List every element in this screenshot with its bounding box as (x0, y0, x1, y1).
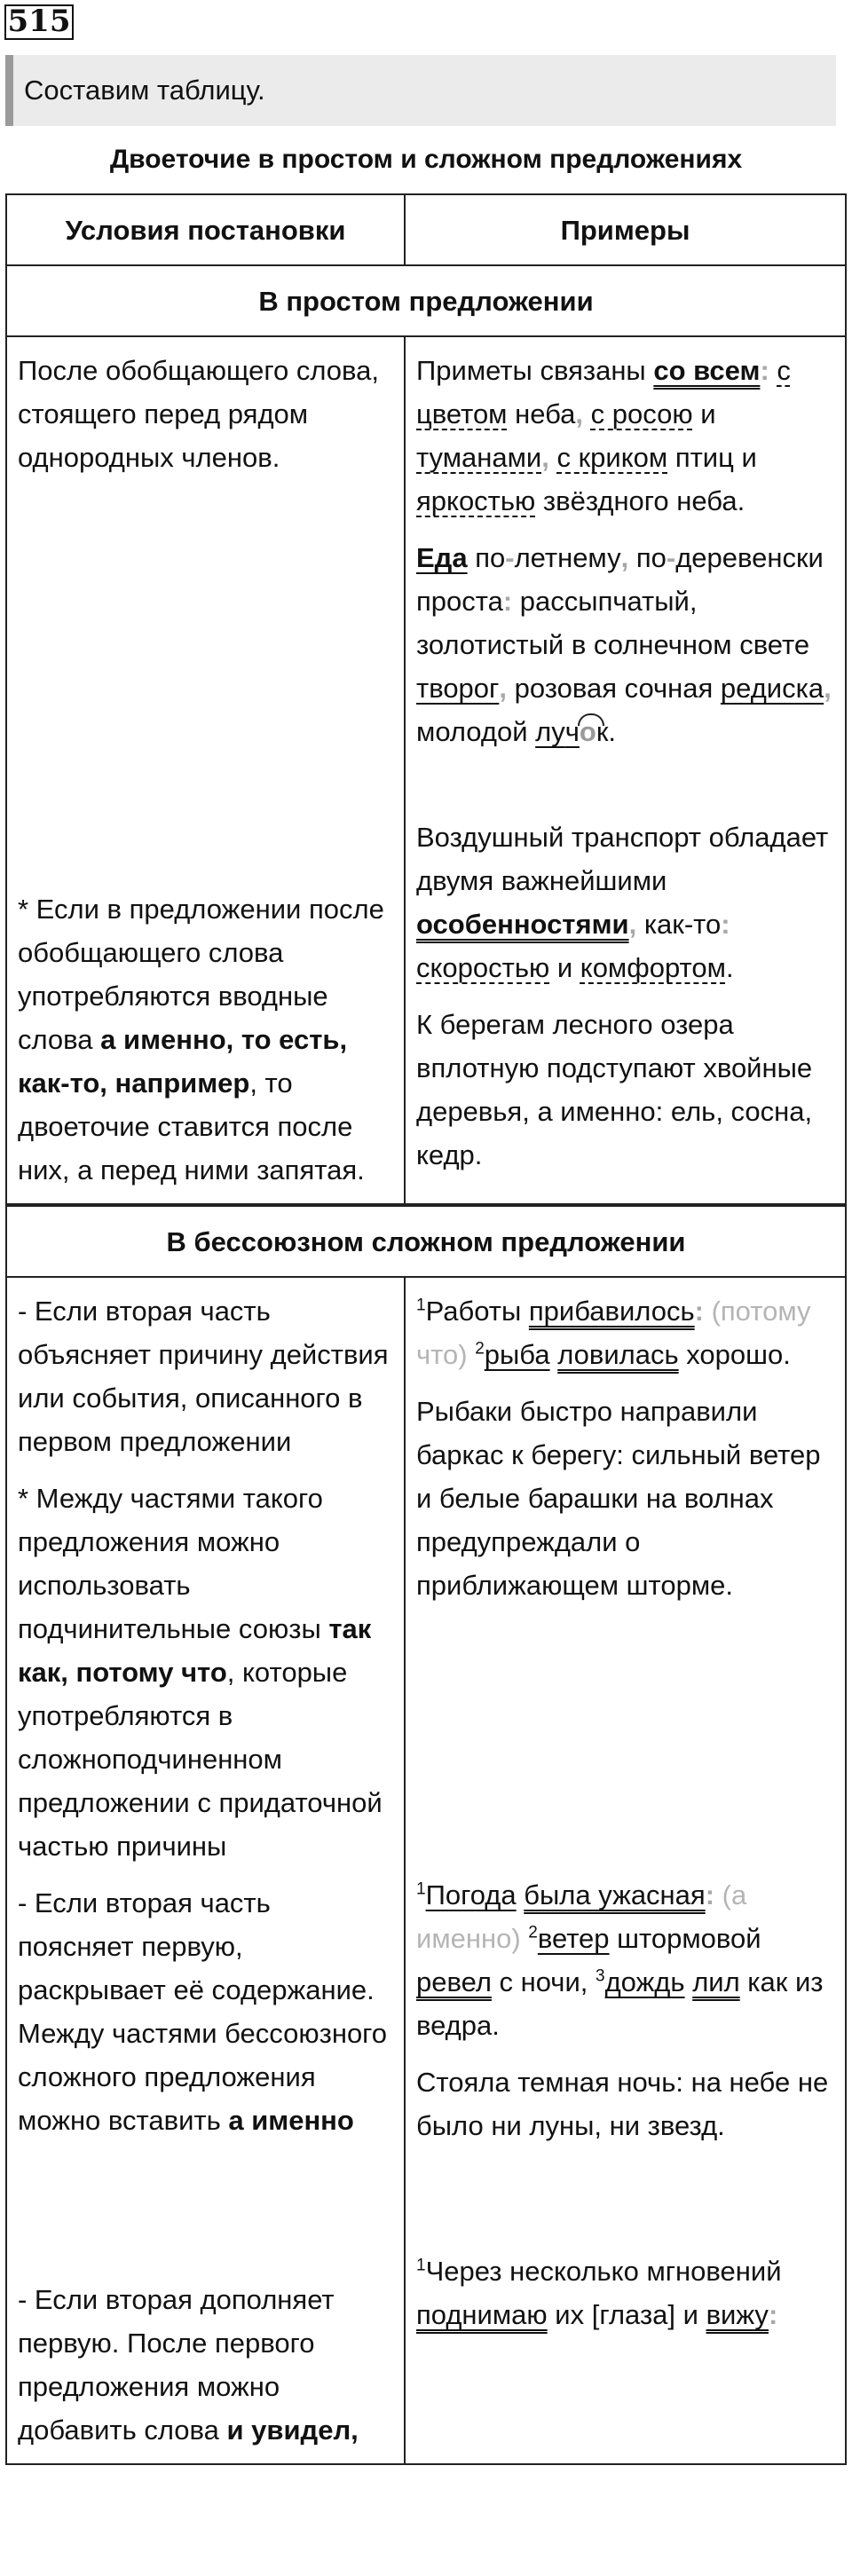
table-row (6, 336, 846, 1205)
example-text: Воздушный транспорт обладает двумя важнейшими особенностями, как-то: скоростью и комфортом. (416, 822, 829, 983)
word-morpheme-root: о (580, 710, 596, 753)
example-text: Стояла темная ночь: на небе не было ни луны, ни звезд. (416, 2067, 829, 2141)
condition-cell (6, 1277, 405, 2464)
example-text: $^1$Работы прибавилось: (потому что) $^2$рыба ловилась хорошо. (416, 1296, 811, 1370)
table-title: Двоеточие в простом и сложном предложениях (109, 145, 743, 174)
table-row (6, 1277, 846, 2464)
condition-text: - Если вторая часть поясняет первую, раскрывает её содержание. Между частями бессоюзного сложного предложения можно вставить а именно (18, 1887, 388, 2136)
condition-note: * Если в предложении после обобщающего слова употребляются вводные слова а именно, то есть, как-то, например, то двоеточие ставится после них, а перед ними запятая. (18, 894, 384, 1186)
punctuation-table (5, 193, 847, 2465)
section-row-complex (6, 1205, 846, 1277)
section-simple: В простом предложении (6, 265, 846, 336)
example-text: Еда по-летнему, по-деревенски проста: рассыпчатый, золотистый в солнечном свете творог, розовая сочная редиска, молодой луч ок. (416, 536, 834, 753)
section-row-simple (6, 265, 846, 336)
example-cell (405, 1277, 846, 2464)
condition-text: После обобщающего слова, стоящего перед рядом однородных членов. (18, 355, 379, 473)
example-text: К берегам лесного озера вплотную подступают хвойные деревья, а именно: ель, сосна, кедр. (416, 1009, 813, 1170)
example-cell (405, 336, 846, 1205)
example-text: $^1$Погода была ужасная: (а именно) $^2$ветер штормовой ревел с ночи, $^3$дождь лил как из ведра. (416, 1879, 824, 2041)
condition-text: - Если вторая часть объясняет причину действия или события, описанного в первом предложении (18, 1296, 389, 1457)
condition-text: - Если вторая дополняет первую. После первого предложения можно добавить слова и увидел, (18, 2284, 359, 2446)
example-text: $^1$Через несколько мгновений поднимаю их [глаза] и вижу: (416, 2256, 782, 2330)
section-complex: В бессоюзном сложном предложении (6, 1205, 846, 1277)
header-examples: Примеры (405, 194, 846, 265)
example-text: Приметы связаны со всем: с цветом неба, с росою и туманами, с криком птиц и яркостью звёздного неба. (416, 355, 791, 516)
condition-note: * Между частями такого предложения можно использовать подчинительные союзы так как, потому что, которые употребляются в сложноподчиненном предложении с придаточной частью причины (18, 1483, 383, 1862)
header-row (6, 194, 846, 265)
condition-cell (6, 336, 405, 1205)
intro-text: Составим таблицу. (5, 55, 836, 126)
example-text: Рыбаки быстро направили баркас к берегу: сильный ветер и белые барашки на волнах предупреждали о приближающем шторме. (416, 1396, 821, 1601)
header-conditions: Условия постановки (6, 194, 405, 265)
exercise-number: 515 (4, 4, 74, 40)
